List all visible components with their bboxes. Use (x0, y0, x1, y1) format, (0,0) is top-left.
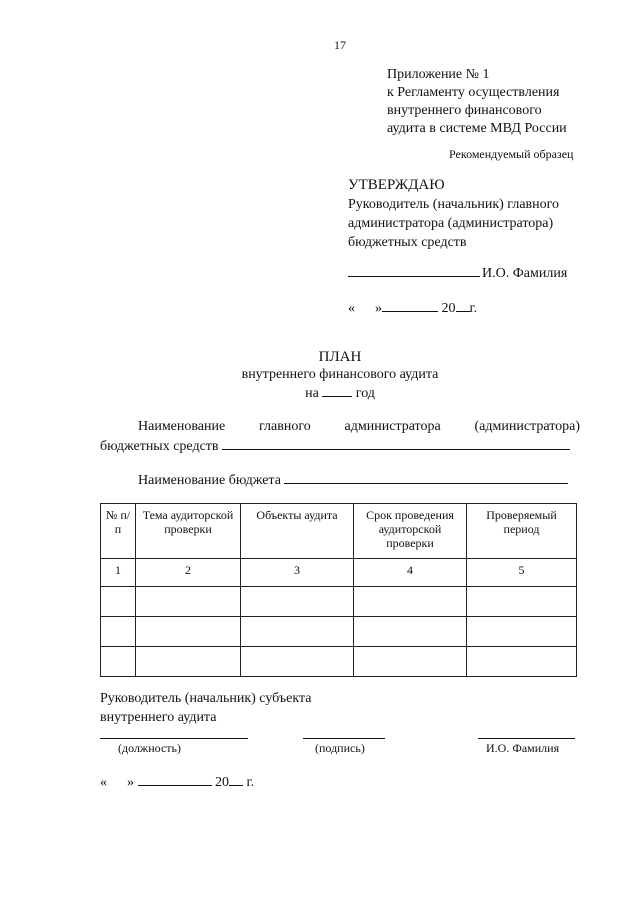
plan-title-block (0, 349, 640, 402)
quote-close: » (127, 775, 134, 790)
table-cell: 3 (241, 559, 354, 587)
table-cell: 1 (101, 559, 136, 587)
position-blank (100, 738, 248, 739)
admin-word: (администратора) (474, 419, 580, 434)
appendix-line: внутреннего финансового (387, 103, 542, 118)
signature-label: (подпись) (315, 741, 365, 755)
admin-blank (222, 436, 570, 450)
table-cell (241, 587, 354, 617)
head-line: внутреннего аудита (100, 710, 217, 725)
table-cell (136, 587, 241, 617)
approval-date (348, 298, 477, 317)
table-header: № п/п (101, 504, 136, 559)
year-prefix: 20 (441, 301, 456, 316)
plan-subtitle: внутреннего финансового аудита (241, 367, 439, 382)
name-blank (478, 738, 575, 739)
table-cell (467, 617, 577, 647)
table-header: Тема аудиторской проверки (136, 504, 241, 559)
appendix-line: аудита в системе МВД России (387, 121, 567, 136)
table-header: Объекты аудита (241, 504, 354, 559)
audit-plan-table (100, 503, 577, 677)
table-header: Срок проведения аудиторской проверки (354, 504, 467, 559)
admin-word: администратора (344, 419, 441, 434)
approval-line: Руководитель (начальник) главного (348, 197, 560, 212)
table-cell (136, 617, 241, 647)
position-label: (должность) (118, 741, 181, 755)
administrator-line (100, 419, 580, 435)
table-header-row (101, 504, 577, 559)
year-prefix: 20 (215, 775, 229, 790)
table-cell (354, 587, 467, 617)
year-suffix: г. (469, 301, 478, 316)
admin-label: бюджетных средств (100, 439, 219, 454)
signature-blank (303, 738, 385, 739)
table-cell (241, 647, 354, 677)
plan-year (0, 383, 640, 402)
table-row (101, 647, 577, 677)
approval-signature-line (348, 262, 567, 282)
table-cell: 4 (354, 559, 467, 587)
admin-word: главного (259, 419, 311, 434)
table-cell (354, 617, 467, 647)
budget-label: Наименование бюджета (138, 473, 281, 488)
table-row (101, 617, 577, 647)
approval-block (348, 176, 559, 252)
year-blank (229, 772, 243, 786)
appendix-line: к Регламенту осуществления (387, 85, 560, 100)
head-line: Руководитель (начальник) субъекта (100, 691, 312, 706)
approval-line: бюджетных средств (348, 235, 467, 250)
table-cell: 5 (467, 559, 577, 587)
admin-word: Наименование (138, 419, 226, 434)
quote-open: « (100, 775, 107, 790)
table-cell (101, 617, 136, 647)
quote-close: » (375, 301, 382, 316)
year-suffix: г. (246, 775, 255, 790)
table-row (101, 587, 577, 617)
table-cell (136, 647, 241, 677)
plan-year-prefix: на (305, 386, 319, 401)
recommended-sample-label: Рекомендуемый образец (449, 147, 574, 161)
table-cell (241, 617, 354, 647)
table-cell (101, 587, 136, 617)
table-cell (467, 587, 577, 617)
page-number: 17 (334, 38, 346, 52)
footer-date (100, 772, 254, 791)
table-cell (101, 647, 136, 677)
name-label: И.О. Фамилия (486, 741, 560, 755)
approval-name: И.О. Фамилия (482, 266, 568, 281)
budget-blank (284, 470, 568, 484)
month-blank (382, 298, 438, 312)
appendix-line: Приложение № 1 (387, 67, 490, 82)
quote-open: « (348, 301, 355, 316)
appendix-block (387, 66, 567, 138)
approval-line: администратора (администратора) (348, 216, 554, 231)
year-blank (456, 298, 470, 312)
signature-blank (348, 262, 480, 277)
administrator-line-2 (100, 436, 570, 455)
month-blank (138, 772, 212, 786)
approval-title: УТВЕРЖДАЮ (348, 177, 445, 193)
budget-line (138, 470, 568, 489)
table-cell: 2 (136, 559, 241, 587)
plan-title: ПЛАН (318, 349, 362, 365)
table-cell (354, 647, 467, 677)
table-cell (467, 647, 577, 677)
table-header: Проверяемый период (467, 504, 577, 559)
head-of-audit-block (100, 689, 312, 727)
plan-year-suffix: год (355, 386, 375, 401)
table-number-row (101, 559, 577, 587)
plan-year-blank (322, 383, 352, 397)
